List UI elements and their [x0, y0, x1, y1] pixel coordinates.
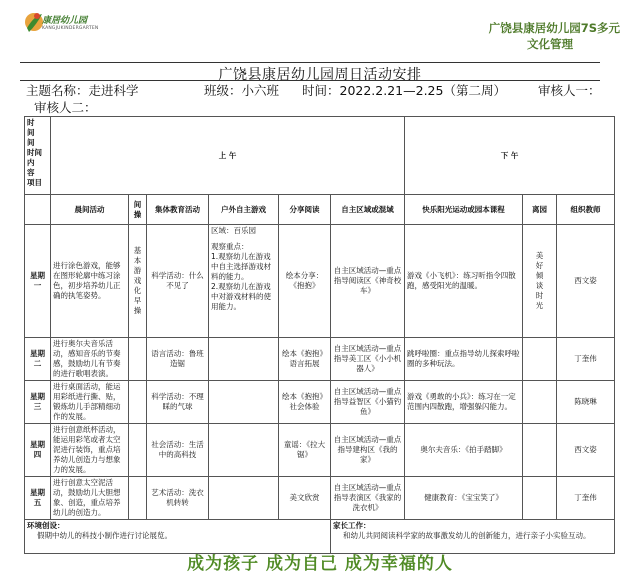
col-header-leave: 离园 [523, 195, 557, 225]
group-activity: 科学活动：不理睬的气球 [147, 381, 209, 424]
empty-cell [209, 381, 279, 424]
reading-activity: 绘本《抱抱》语言拓展 [279, 338, 331, 381]
schedule-table [24, 116, 615, 554]
group-activity: 艺术活动：洗衣机转转 [147, 477, 209, 520]
day-label: 星期二 [25, 338, 51, 381]
empty-cell [25, 195, 51, 225]
area-activity: 自主区域活动—重点指导建构区《我的家》 [331, 424, 405, 477]
empty-cell [209, 477, 279, 520]
group-activity: 科学活动：什么不见了 [147, 225, 209, 338]
reading-activity: 绘本《抱抱》社会体验 [279, 381, 331, 424]
exercise-cell: 基 本 游 戏 化 早 操 [129, 225, 147, 338]
day-label: 星期五 [25, 477, 51, 520]
teacher-name: 西文姿 [557, 225, 615, 338]
col-header-exercise: 间操 [129, 195, 147, 225]
empty-cell [129, 338, 147, 381]
empty-cell [523, 424, 557, 477]
table-row [25, 424, 615, 477]
group-activity: 社会活动：生活中的高科技 [147, 424, 209, 477]
area-activity: 自主区域活动—重点指导表演区《我家的洗衣机》 [331, 477, 405, 520]
area-activity: 自主区域活动—重点指导阅读区《神奇校车》 [331, 225, 405, 338]
title-rule-bottom [20, 80, 600, 81]
date-range: 时间：2022.2.21—2.25（第二周） [302, 83, 506, 98]
table-row [25, 338, 615, 381]
teacher-name: 丁奎伟 [557, 338, 615, 381]
group-activity: 语言活动：鲁班造锯 [147, 338, 209, 381]
table-row [25, 477, 615, 520]
org-line-2: 文化管理 [527, 37, 573, 51]
parent-work-label: 家长工作： [333, 521, 371, 530]
corner-header-cell: 时 间 间 时间 内 容 项目 [25, 117, 51, 195]
empty-cell [209, 338, 279, 381]
empty-cell [129, 424, 147, 477]
morning-activity: 进行创意纸杯活动，能运用彩笔或者太空泥进行装饰，重点培养幼儿创造力与想象力的发展。 [51, 424, 129, 477]
page-header [0, 0, 640, 58]
morning-activity: 进行桌面活动，能运用彩纸进行撕、贴，锻炼幼儿手部精细动作的发展。 [51, 381, 129, 424]
area-activity: 自主区域活动—重点指导益智区《小猫钓鱼》 [331, 381, 405, 424]
morning-activity: 进行创意太空泥活动，鼓励幼儿大胆想象、创造，重点培养幼儿的创造力。 [51, 477, 129, 520]
col-header-teacher: 组织教师 [557, 195, 615, 225]
col-header-morning: 晨间活动 [51, 195, 129, 225]
sport-activity: 健康教育：《宝宝笑了》 [405, 477, 523, 520]
title-rule-top [20, 62, 600, 63]
reviewer-one: 审核人一： [538, 83, 601, 98]
sport-activity: 游戏《勇敢的小兵》：练习在一定范围内四散跑，增强躲闪能力。 [405, 381, 523, 424]
organization-name [430, 20, 620, 52]
morning-activity: 进行奥尔夫音乐活动，感知音乐的节奏感，鼓励幼儿有节奏的进行歌唱表演。 [51, 338, 129, 381]
empty-cell [523, 477, 557, 520]
page-title: 广饶县康居幼儿园周日活动安排 [218, 67, 422, 83]
col-header-group: 集体教育活动 [147, 195, 209, 225]
outdoor-cell: 区域：百乐园 观察重点： 1.观察幼儿在游戏中自主选择游戏材料的能力。 2.观察幼儿在游戏中对游戏材料的使用能力。 [209, 225, 279, 338]
org-line-1: 广饶县康居幼儿园7S多元 [488, 21, 620, 35]
empty-cell [523, 381, 557, 424]
teacher-name: 丁奎伟 [557, 477, 615, 520]
col-header-area: 自主区域或混域 [331, 195, 405, 225]
reading-activity: 童谣：《拉大锯》 [279, 424, 331, 477]
reviewer-two: 审核人二： [34, 100, 97, 115]
day-label: 星期四 [25, 424, 51, 477]
empty-cell [523, 338, 557, 381]
class-name: 班级：小六班 [204, 83, 280, 98]
table-row [25, 225, 615, 338]
col-header-reading: 分享阅读 [279, 195, 331, 225]
sport-activity: 跳呼啦圈：重点指导幼儿探索呼啦圈的多种玩法。 [405, 338, 523, 381]
morning-header: 上 午 [51, 117, 405, 195]
sport-activity: 奥尔夫音乐：《拍手踏脚》 [405, 424, 523, 477]
parent-work-text: 和幼儿共同阅读科学家的故事激发幼儿的创新能力，进行亲子小实验互动。 [343, 531, 591, 540]
theme-name: 主题名称：走进科学 [26, 83, 139, 98]
col-header-sport: 快乐阳光运动或园本课程 [405, 195, 523, 225]
environment-text: 假期中幼儿的科技小制作进行讨论展览。 [37, 531, 172, 540]
area-activity: 自主区域活动—重点指导美工区《小小机器人》 [331, 338, 405, 381]
sport-activity: 游戏《小飞机》：练习听指令四散跑，感受阳光的温暖。 [405, 225, 523, 338]
morning-activity: 进行涂色游戏，能够在图形轮廓中练习涂色，初步培养幼儿正确的执笔姿势。 [51, 225, 129, 338]
day-label: 星期三 [25, 381, 51, 424]
logo-text: 康居幼儿园 [42, 16, 88, 26]
col-header-outdoor: 户外自主游戏 [209, 195, 279, 225]
teacher-name: 陈晓琳 [557, 381, 615, 424]
afternoon-header: 下 午 [405, 117, 615, 195]
day-label: 星期一 [25, 225, 51, 338]
table-row [25, 381, 615, 424]
leave-cell: 美 好 倾 谈 时 光 [523, 225, 557, 338]
logo-subtext: KANGJUKINDERGARTEN [42, 26, 99, 31]
reading-activity: 绘本分享：《抱抱》 [279, 225, 331, 338]
reading-activity: 美文欣赏 [279, 477, 331, 520]
empty-cell [129, 477, 147, 520]
teacher-name: 西文姿 [557, 424, 615, 477]
slogan: 成为孩子 成为自己 成为幸福的人 [187, 554, 453, 574]
empty-cell [129, 381, 147, 424]
environment-label: 环境创设： [27, 521, 65, 530]
empty-cell [209, 424, 279, 477]
